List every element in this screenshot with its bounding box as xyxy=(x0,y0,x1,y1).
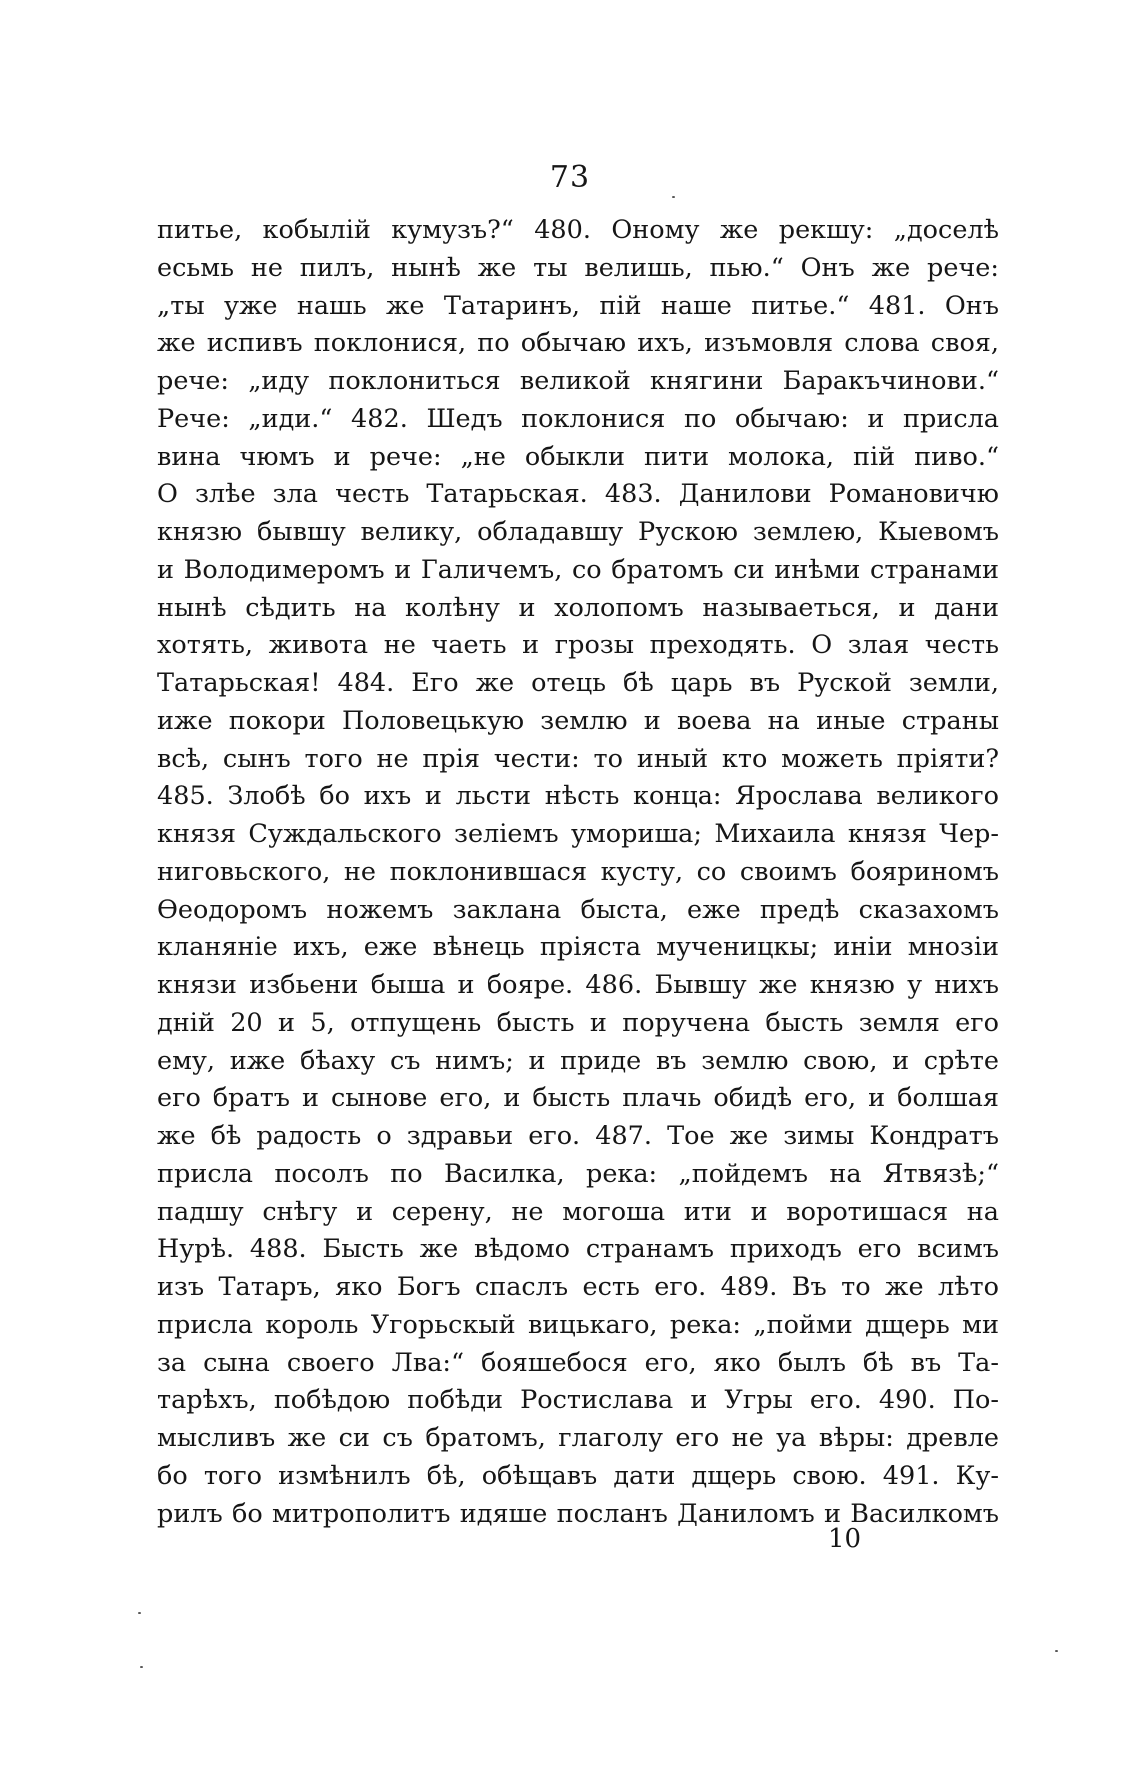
text-line: иже покори Половецькую землю и воева на иные страны xyxy=(157,705,999,736)
text-line: присла король Угорьскый вицькаго, река: „пойми дщерь ми xyxy=(157,1309,999,1340)
text-line: нынѣ сѣдить на колѣну и холопомъ называеться, и дани xyxy=(157,592,999,623)
text-line: есьмь не пилъ, нынѣ же ты велишь, пью.“ Онъ же рече: xyxy=(157,252,999,283)
text-line: падшу снѣгу и серену, не могоша ити и воротишася на xyxy=(157,1196,999,1227)
text-line: „ты уже нашь же Татаринъ, пій наше питье.“ 481. Онъ xyxy=(157,290,999,321)
text-line: бо того измѣнилъ бѣ, обѣщавъ дати дщерь свою. 491. Ку- xyxy=(157,1460,999,1491)
scan-speck xyxy=(672,196,675,198)
text-line: рилъ бо митрополитъ идяше посланъ Даниломъ и Василкомъ xyxy=(157,1498,999,1529)
scan-speck xyxy=(1055,1650,1058,1652)
text-line: всѣ, сынъ того не прія чести: то иный кто можеть пріяти? xyxy=(157,743,999,774)
body-text xyxy=(157,212,999,1533)
text-line: рече: „иду поклониться великой княгини Баракъчинови.“ xyxy=(157,366,999,396)
text-line: Ѳеодоромъ ножемъ заклана быста, еже предѣ сказахомъ xyxy=(157,894,999,925)
text-line: князя Суждальского зеліемъ умориша; Михаила князя Чер- xyxy=(157,819,999,849)
page-number: 73 xyxy=(549,160,591,195)
text-line: присла посолъ по Василка, река: „пойдемъ на Ятвязѣ;“ xyxy=(157,1158,999,1189)
text-line: изъ Татаръ, яко Богъ спаслъ есть его. 489. Въ то же лѣто xyxy=(157,1272,999,1302)
text-line: хотять, живота не чаеть и грозы преходять. О злая честь xyxy=(157,630,999,661)
text-line: дній 20 и 5, отпущень бысть и поручена бысть земля его xyxy=(157,1007,999,1038)
text-line: его братъ и сынове его, и бысть плачь обидѣ его, и болшая xyxy=(157,1083,999,1114)
text-line: О злѣе зла честь Татарьская. 483. Данилови Романовичю xyxy=(157,479,999,510)
text-line: за сына своего Лва:“ бояшебося его, яко былъ бѣ въ Та- xyxy=(157,1347,999,1378)
text-line: кланяніе ихъ, еже вѣнець пріяста мученицкы; иніи мнозіи xyxy=(157,932,999,963)
text-line: Нурѣ. 488. Бысть же вѣдомо странамъ приходъ его всимъ xyxy=(157,1234,999,1265)
text-line: вина чюмъ и рече: „не обыкли пити молока, пій пиво.“ xyxy=(157,441,999,472)
text-line: тарѣхъ, побѣдою побѣди Ростислава и Угры его. 490. По- xyxy=(157,1385,999,1416)
scan-speck xyxy=(138,1612,141,1614)
text-line: же испивъ поклонися, по обычаю ихъ, изъмовля слова своя, xyxy=(157,328,999,359)
text-line: ему, иже бѣаху съ нимъ; и приде въ землю свою, и срѣте xyxy=(157,1045,999,1076)
text-line: ниговьского, не поклонившася кусту, со своимъ бояриномъ xyxy=(157,856,999,887)
text-line: князи избьени быша и бояре. 486. Бывшу же князю у нихъ xyxy=(157,970,999,1000)
text-line: мысливъ же си съ братомъ, глаголу его не уа вѣры: древле xyxy=(157,1423,999,1453)
text-line: же бѣ радость о здравьи его. 487. Тое же зимы Кондратъ xyxy=(157,1121,999,1151)
scan-speck xyxy=(140,1666,143,1668)
text-line: Рече: „иди.“ 482. Шедъ поклонися по обычаю: и присла xyxy=(157,403,999,434)
text-line: 485. Злобѣ бо ихъ и льсти нѣсть конца: Ярослава великого xyxy=(157,781,999,812)
text-line: Татарьская! 484. Его же отець бѣ царь въ Руской земли, xyxy=(157,668,999,698)
signature-mark: 10 xyxy=(828,1524,862,1554)
text-line: питье, кобылій кумузъ?“ 480. Оному же рекшу: „доселѣ xyxy=(157,215,999,245)
text-line: и Володимеромъ и Галичемъ, со братомъ си инѣми странами xyxy=(157,554,999,585)
text-line: князю бывшу велику, обладавшу Рускою землею, Кыевомъ xyxy=(157,517,999,547)
